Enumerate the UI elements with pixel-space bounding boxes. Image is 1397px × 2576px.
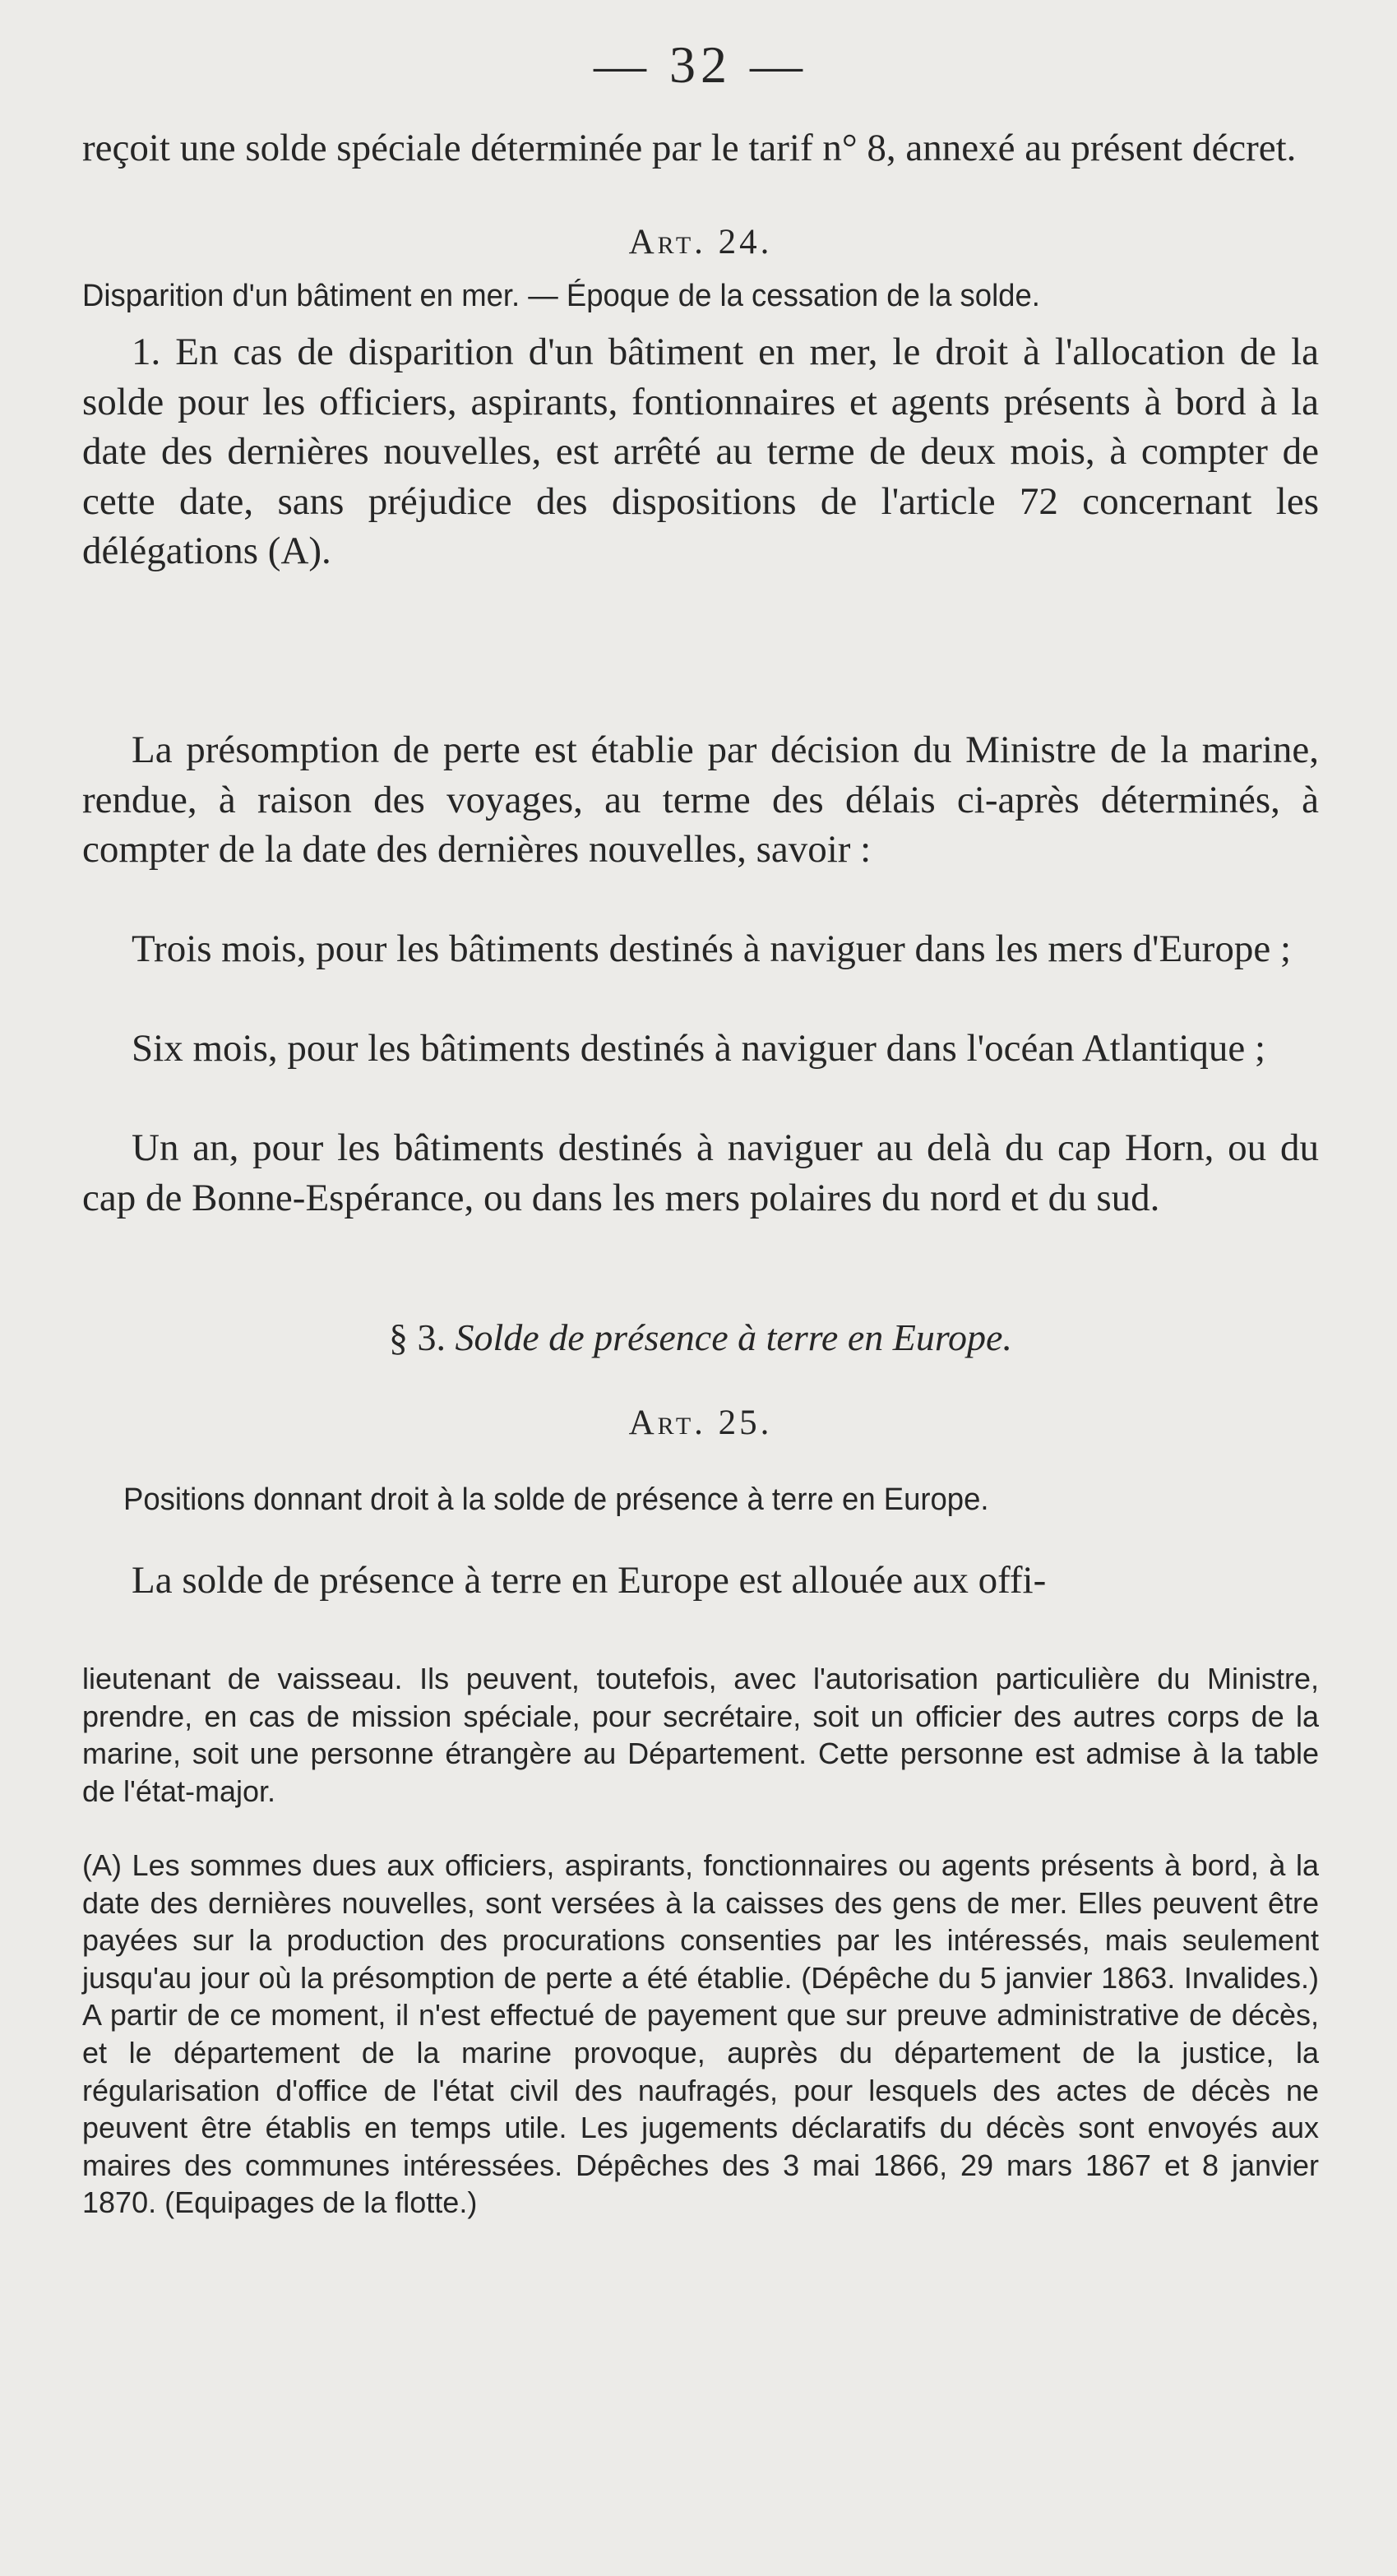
article-24-title: Disparition d'un bâtiment en mer. — Époque de la cessation de la solde. bbox=[82, 279, 1040, 313]
article-24-paragraph-1: 1. En cas de disparition d'un bâtiment en mer, le droit à l'allocation de la solde pour les officiers, aspirants, fontionnaires et agents présents à bord à la date des dernières nouvelles, est arrêté au terme de deux mois, à compter de cette date, sans préjudice des dispositions de l'article 72 concernant les délégations (A). bbox=[82, 331, 1319, 572]
paragraph-continuation: reçoit une solde spéciale déterminée par le tarif n° 8, annexé au présent décret. bbox=[82, 127, 1297, 169]
article-25-paragraph-1: La solde de présence à terre en Europe est allouée aux offi- bbox=[132, 1559, 1047, 1602]
section-title: Solde de présence à terre en Europe. bbox=[455, 1316, 1012, 1358]
article-24-paragraph-5: Un an, pour les bâtiments destinés à naviguer au delà du cap Horn, ou du cap de Bonne-Espérance, ou dans les mers polaires du nord et du sud. bbox=[82, 1126, 1319, 1219]
page-number: — 32 — bbox=[594, 35, 807, 94]
article-24-paragraph-2: La présomption de perte est établie par décision du Ministre de la marine, rendue, à raison des voyages, au terme des délais ci-après déterminés, à compter de la date des dernières nouvelles, savoir : bbox=[82, 728, 1319, 871]
section-sign: § 3. bbox=[389, 1316, 446, 1358]
section-3-heading bbox=[82, 1316, 1319, 1359]
article-25-title: Positions donnant droit à la solde de présence à terre en Europe. bbox=[123, 1482, 989, 1517]
footnote-a: (A) Les sommes dues aux officiers, aspirants, fonctionnaires ou agents présents à bord, à la date des dernières nouvelles, sont versées à la caisses des gens de mer. Elles peuvent être payées sur la production des procurations consenties par les intéressés, mais seulement jusqu'au jour où la présomption de perte a été établie. (Dépêche du 5 janvier 1863. Invalides.) A partir de ce moment, il n'est effectué de payement que sur preuve administrative de décès, et le département de la marine provoque, auprès du département de la justice, la régularisation d'office de l'état civil des naufragés, pour lesquels des actes de décès ne peuvent être établis en temps utile. Les jugements déclaratifs du décès sont envoyés aux maires des communes intéressées. Dépêches des 3 mai 1866, 29 mars 1867 et 8 janvier 1870. (Equipages de la flotte.) bbox=[82, 1848, 1319, 2220]
article-24-paragraph-3: Trois mois, pour les bâtiments destinés à naviguer dans les mers d'Europe ; bbox=[132, 927, 1291, 970]
footnote-continuation: lieutenant de vaisseau. Ils peuvent, toutefois, avec l'autorisation particulière du Ministre, prendre, en cas de mission spéciale, pour secrétaire, soit un officier des autres corps de la marine, soit une personne étrangère au Département. Cette personne est admise à la table de l'état-major. bbox=[82, 1662, 1319, 1808]
article-24-heading: Art. 24. bbox=[628, 223, 773, 261]
article-24-paragraph-4: Six mois, pour les bâtiments destinés à naviguer dans l'océan Atlantique ; bbox=[132, 1027, 1266, 1070]
article-25-heading: Art. 25. bbox=[628, 1404, 773, 1442]
